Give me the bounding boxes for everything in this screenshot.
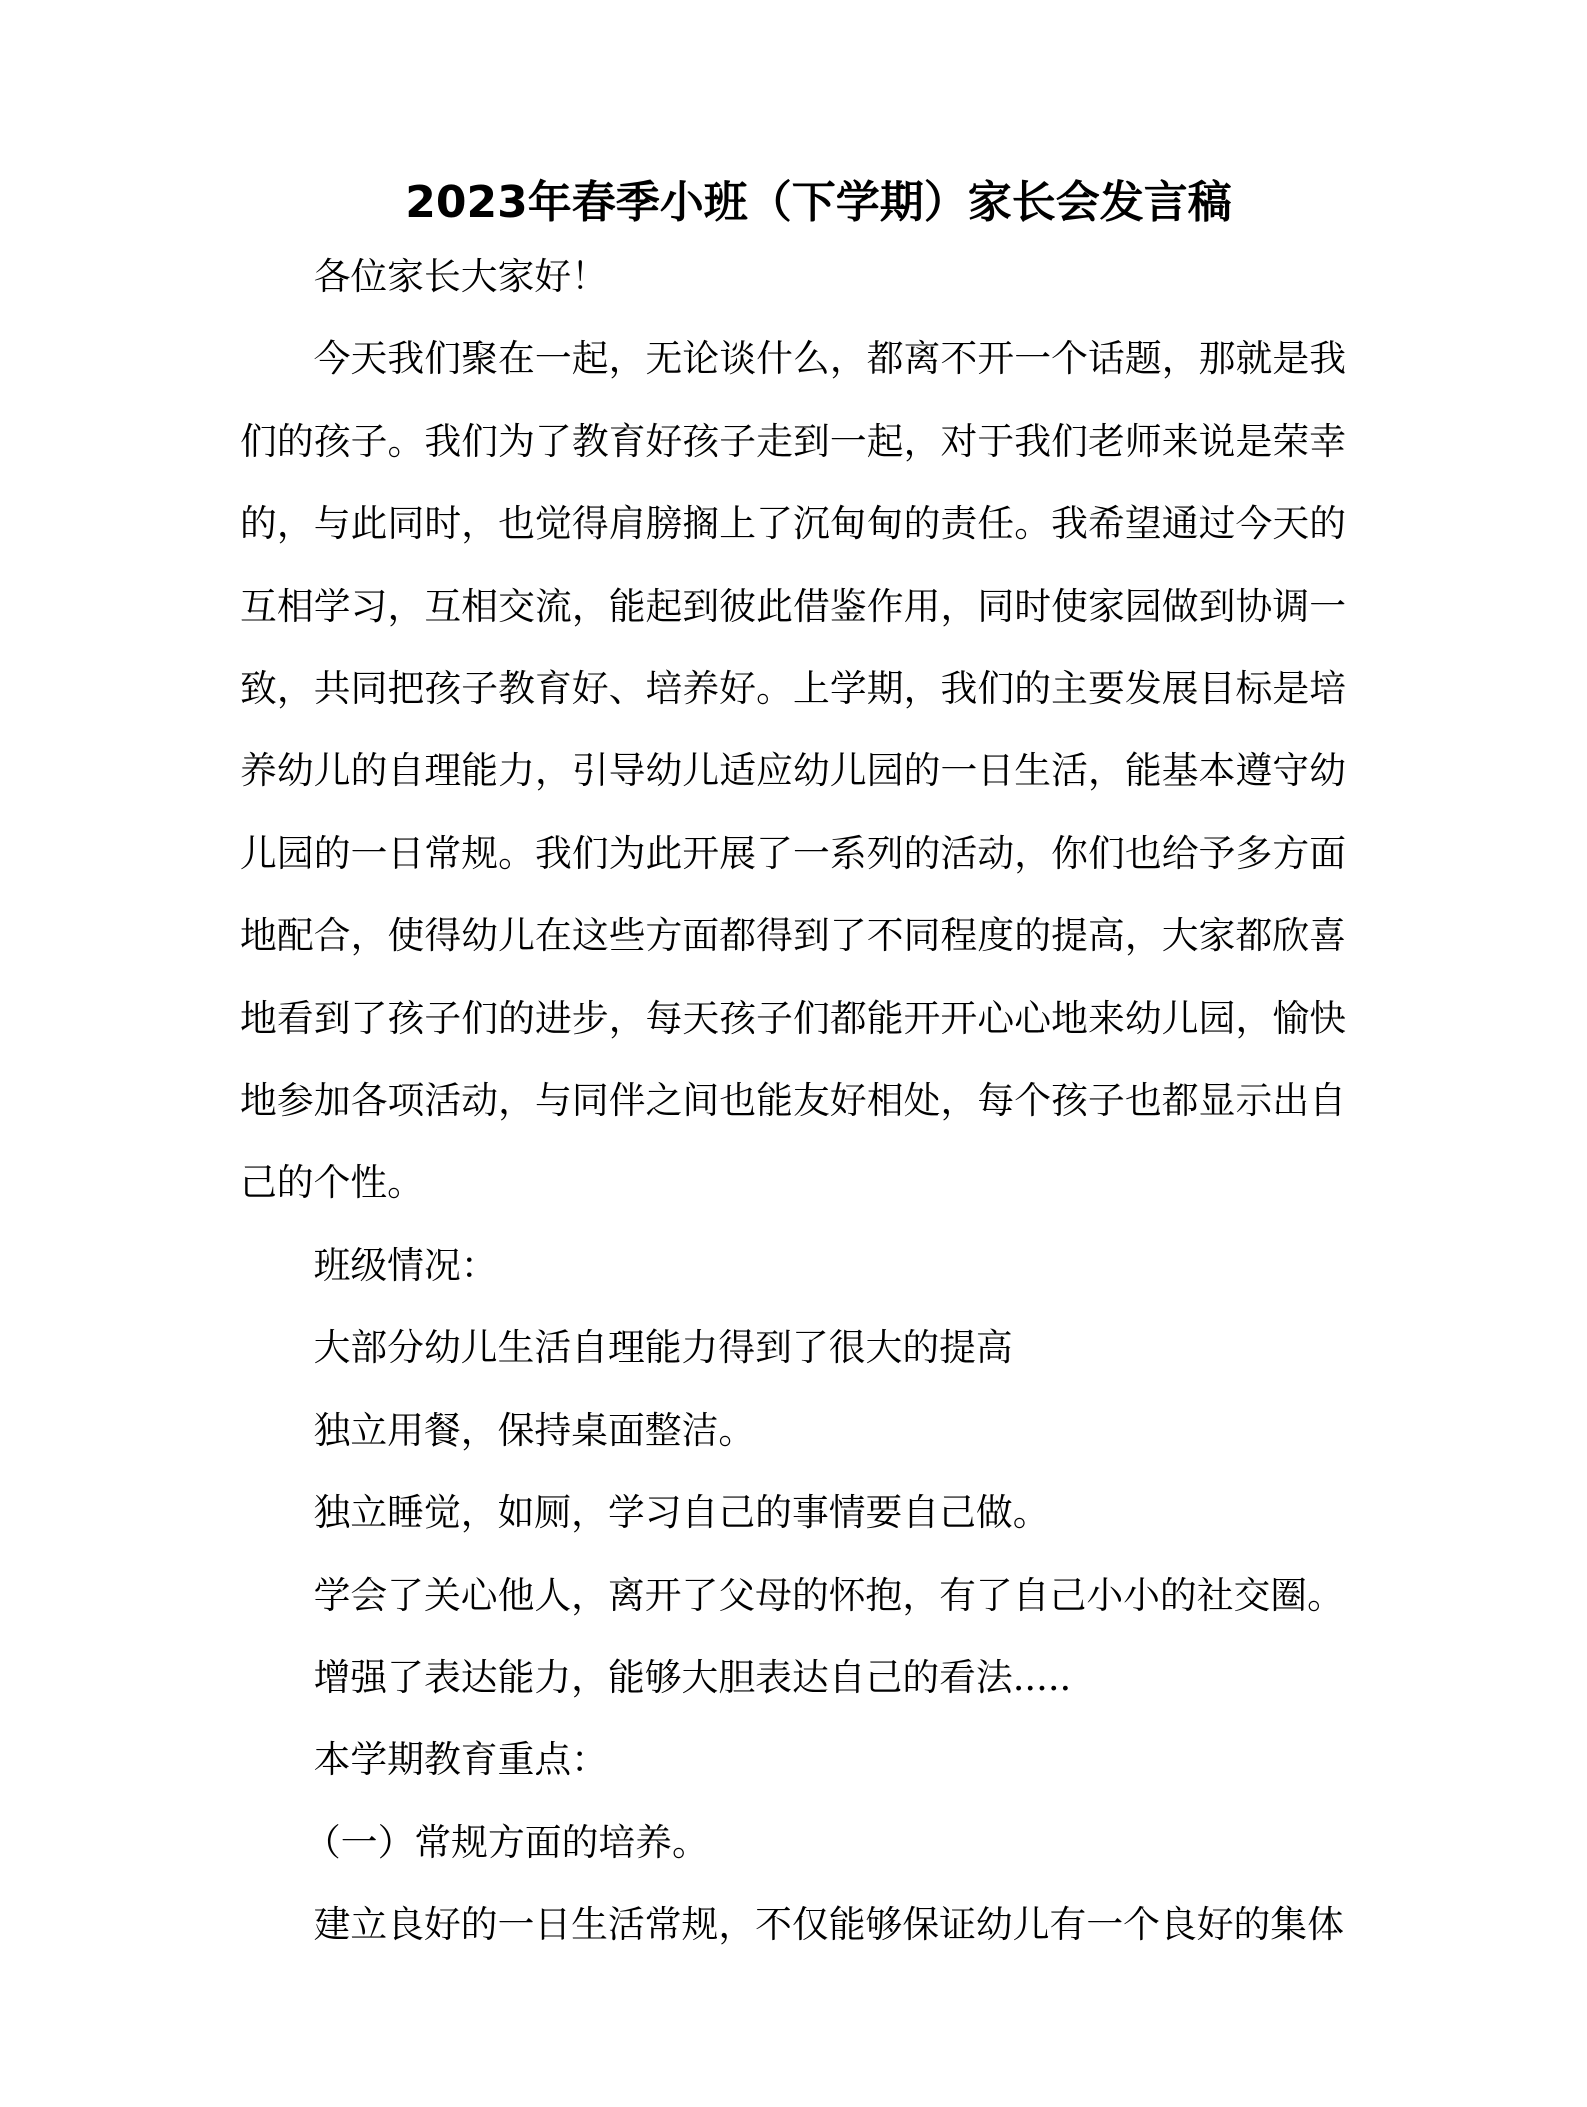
class-situation-item: 独立用餐，保持桌面整洁。 bbox=[313, 1408, 756, 1452]
document-title: 2023年春季小班（下学期）家长会发言稿 bbox=[405, 177, 1232, 229]
document-body bbox=[240, 236, 1346, 1967]
class-situation-item: 增强了表达能力，能够大胆表达自己的看法..... bbox=[313, 1655, 1072, 1699]
semester-focus-heading: 本学期教育重点： bbox=[313, 1738, 608, 1782]
intro-paragraph: 今天我们聚在一起，无论谈什么，都离不开一个话题，那就是我们的孩子。我们为了教育好孩子走到一起，对于我们老师来说是荣幸的，与此同时，也觉得肩膀搁上了沉甸甸的责任。我希望通过今天的互相学习，互相交流，能起到彼此借鉴作用，同时使家园做到协调一致，共同把孩子教育好、培养好。上学期，我们的主要发展目标是培养幼儿的自理能力，引导幼儿适应幼儿园的一日生活，能基本遵守幼儿园的一日常规。我们为此开展了一系列的活动，你们也给予多方面地配合，使得幼儿在这些方面都得到了不同程度的提高，大家都欣喜地看到了孩子们的进步，每天孩子们都能开开心心地来幼儿园，愉快地参加各项活动，与同伴之间也能友好相处，每个孩子也都显示出自己的个性。 bbox=[240, 337, 1346, 1205]
section-1-heading: （一）常规方面的培养。 bbox=[304, 1820, 709, 1864]
section-1-text: 建立良好的一日生活常规，不仅能够保证幼儿有一个良好的集体 bbox=[313, 1903, 1344, 1947]
class-situation-item: 独立睡觉，如厕，学习自己的事情要自己做。 bbox=[313, 1491, 1050, 1535]
class-situation-heading: 班级情况： bbox=[313, 1243, 498, 1287]
class-situation-item: 大部分幼儿生活自理能力得到了很大的提高 bbox=[313, 1326, 1013, 1370]
greeting-line: 各位家长大家好！ bbox=[313, 255, 608, 298]
class-situation-item: 学会了关心他人，离开了父母的怀抱，有了自己小小的社交圈。 bbox=[313, 1573, 1344, 1617]
